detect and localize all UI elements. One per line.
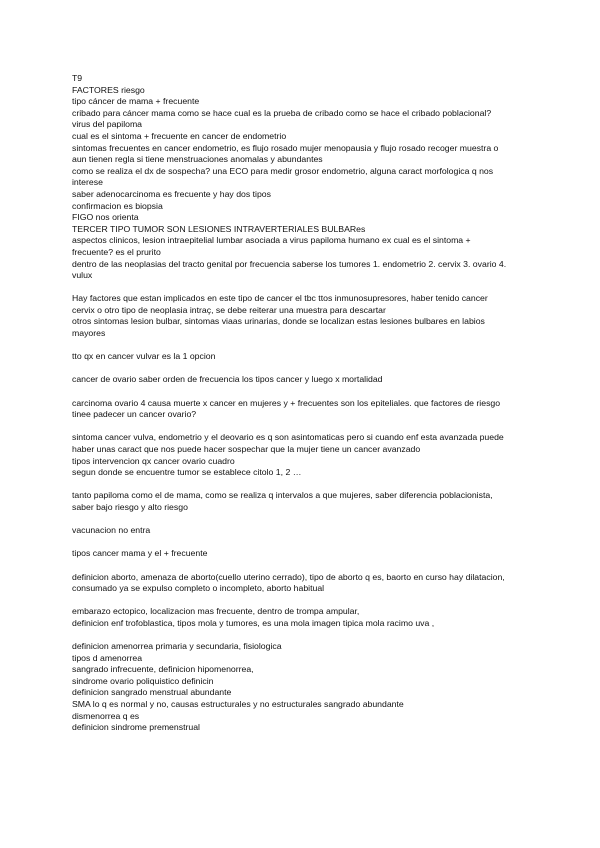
text-line: frecuente? es el prurito — [72, 246, 161, 257]
paragraph-gap — [72, 421, 542, 433]
text-line: aun tienen regla si tiene menstruaciones anomalas y abundantes — [72, 154, 323, 165]
paragraph — [72, 374, 542, 386]
text-line: T9 — [72, 73, 83, 83]
text-line: cancer de ovario saber orden de frecuencia los tipos cancer y luego x mortalidad — [72, 374, 383, 385]
text-line: TERCER TIPO TUMOR SON LESIONES INTRAVERTERIALES BULBARes — [72, 223, 366, 234]
text-line: confirmacion es biopsia — [72, 200, 163, 211]
paragraph-gap — [72, 560, 542, 572]
paragraph — [72, 572, 542, 595]
paragraph — [72, 398, 542, 421]
text-line: tanto papiloma como el de mama, como se realiza q intervalos a que mujeres, saber diferencia poblacionista, — [72, 490, 493, 501]
paragraph — [72, 548, 542, 560]
text-line: sintoma cancer vulva, endometrio y el deovario es q son asintomaticas pero si cuando enf esta avanzada puede — [72, 432, 504, 443]
text-line: otros sintomas lesion bulbar, sintomas viaas urinarias, donde se localizan estas lesiones bulbares en labios — [72, 316, 485, 327]
text-line: cual es el sintoma + frecuente en cancer de endometrio — [72, 130, 287, 141]
paragraph — [72, 525, 542, 537]
text-line: interese — [72, 177, 103, 188]
paragraph-gap — [72, 630, 542, 642]
text-line: definicion enf trofoblastica, tipos mola y tumores, es una mola imagen tipica mola racimo uva , — [72, 617, 435, 628]
text-line: haber unas caract que nos puede hacer sospechar que la mujer tiene un cancer avanzado — [72, 444, 421, 454]
text-line: segun donde se encuentre tumor se establece citolo 1, 2 … — [72, 467, 302, 478]
text-line: sangrado infrecuente, definicion hipomenorrea, — [72, 664, 254, 675]
text-line: tto qx en cancer vulvar es la 1 opcion — [72, 351, 216, 362]
text-line: cribado para cáncer mama como se hace cual es la prueba de cribado como se hace el cribado poblacional? — [72, 107, 492, 118]
text-line: vulux — [72, 270, 93, 281]
text-line: Hay factores que estan implicados en este tipo de cancer el tbc ttos inmunosupresores, haber tenido cancer — [72, 293, 488, 304]
text-line: definicion aborto, amenaza de aborto(cuello uterino cerrado), tipo de aborto q es, baorto en curso hay dilatacion, — [72, 571, 505, 582]
paragraph-gap — [72, 363, 542, 375]
text-line: FIGO nos orienta — [72, 212, 139, 223]
paragraph-gap — [72, 479, 542, 491]
text-line: dismenorrea q es — [72, 710, 140, 721]
text-line: mayores — [72, 328, 106, 339]
text-line: SMA lo q es normal y no, causas estructurales y no estructurales sangrado abundante — [72, 699, 404, 710]
text-line: tipo cáncer de mama + frecuente — [72, 96, 200, 107]
paragraph-gap — [72, 537, 542, 549]
text-line: vacunacion no entra — [72, 525, 151, 536]
text-line: tipos d amenorrea — [72, 652, 143, 663]
text-line: carcinoma ovario 4 causa muerte x cancer en mujeres y + frecuentes son los epiteliales. que factores de riesgo — [72, 397, 501, 408]
document-body — [72, 73, 542, 734]
text-line: aspectos clinicos, lesion intraepitelial lumbar asociada a virus papiloma humano ex cual es el sintoma + — [72, 235, 471, 246]
paragraph-gap — [72, 595, 542, 607]
text-line: saber adenocarcinoma es frecuente y hay dos tipos — [72, 188, 271, 199]
text-line: dentro de las neoplasias del tracto genital por frecuencia saberse los tumores 1. endometrio 2. cervix 3. ovario 4. — [72, 258, 507, 269]
paragraph — [72, 606, 542, 629]
text-line: embarazo ectopico, localizacion mas frecuente, dentro de trompa ampular, — [72, 606, 360, 617]
text-line: saber bajo riesgo y alto riesgo — [72, 501, 188, 512]
paragraph-gap — [72, 514, 542, 526]
text-line: tinee padecer un cancer ovario? — [72, 409, 197, 420]
text-line: definicion sangrado menstrual abundante — [72, 687, 232, 698]
text-line: cervix o otro tipo de neoplasia intraç, se debe reiterar una muestra para descartar — [72, 304, 386, 315]
text-line: FACTORES riesgo — [72, 84, 145, 95]
paragraph-gap — [72, 340, 542, 352]
paragraph — [72, 73, 542, 282]
paragraph — [72, 432, 542, 478]
paragraph — [72, 490, 542, 513]
paragraph-gap — [72, 386, 542, 398]
text-line: sintomas frecuentes en cancer endometrio, es flujo rosado mujer menopausia y flujo rosado recoger muestra o — [72, 142, 499, 153]
text-line: definicion amenorrea primaria y secundaria, fisiologica — [72, 641, 282, 652]
text-line: como se realiza el dx de sospecha? una ECO para medir grosor endometrio, alguna caract morfologica q nos — [72, 165, 494, 176]
text-line: consumado ya se expulso completo o incompleto, aborto habitual — [72, 583, 325, 594]
text-line: definicion sindrome premenstrual — [72, 722, 200, 733]
paragraph — [72, 293, 542, 339]
text-line: sindrome ovario poliquistico definicin — [72, 675, 214, 686]
text-line: virus del papiloma — [72, 119, 143, 130]
paragraph — [72, 351, 542, 363]
paragraph-gap — [72, 282, 542, 294]
text-line: tipos intervencion qx cancer ovario cuadro — [72, 455, 235, 466]
text-line: tipos cancer mama y el + frecuente — [72, 548, 208, 559]
paragraph — [72, 641, 542, 734]
